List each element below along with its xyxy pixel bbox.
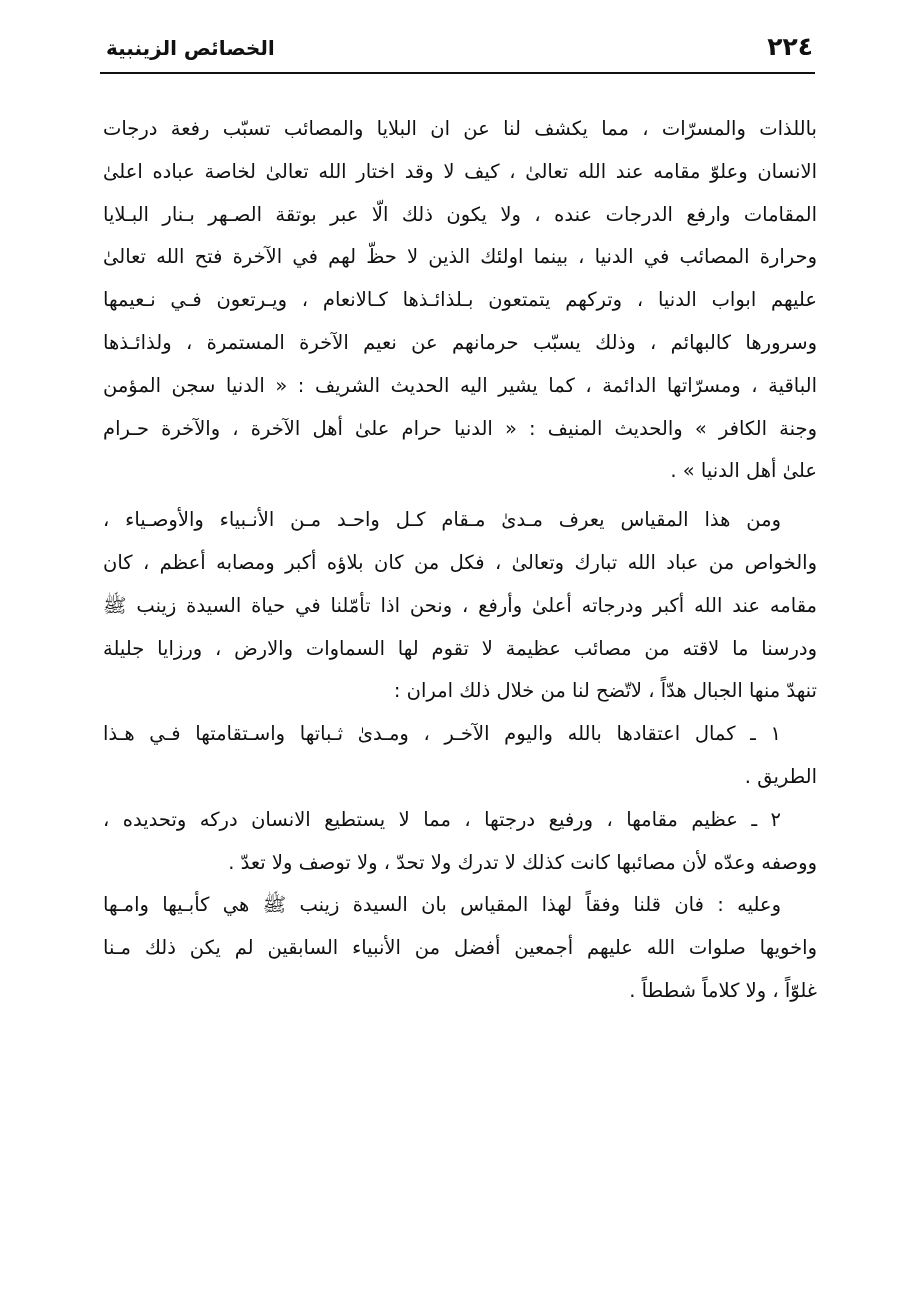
paragraph-4: [103, 799, 817, 885]
text-line: المقامات وارفع الدرجات عنده ، ولا يكون ذلك الّا عبر بوتقة الصـهر بـنار البـلايا: [103, 202, 817, 226]
text-line: وحرارة المصائب في الدنيا ، بينما اولئك الذين لا حظّ لهم في الآخرة فتح الله تعالىٰ: [103, 245, 817, 269]
paragraph-3: [103, 713, 817, 799]
text-line: ١ ـ كمال اعتقادها بالله واليوم الآخـر ، ومـدىٰ ثـباتها واسـتقامتها فـي هـذا: [103, 722, 781, 746]
text-line: والخواص من عباد الله تبارك وتعالىٰ ، فكل من كان بلاؤه أكبر ومصابه أعظم ، كان: [103, 550, 817, 574]
text-line: علىٰ أهل الدنيا » .: [670, 459, 817, 483]
paragraph-2: [103, 499, 817, 713]
header-divider: [100, 72, 815, 74]
page-number: ٢٢٤: [767, 32, 813, 61]
text-line: مقامه عند الله أكبر ودرجاته أعلىٰ وأرفع ، ونحن اذا تأمّلنا في حياة السيدة زينب ﷺ: [103, 593, 817, 617]
text-line: تنهدّ منها الجبال هدّاً ، لاتّضح لنا من خلال ذلك امران :: [393, 679, 817, 703]
text-line: واخويها صلوات الله عليهم أجمعين أفضل من الأنبياء السابقين لم يكن ذلك مـنا: [103, 936, 817, 960]
text-line: غلوّاً ، ولا كلاماً شططاً .: [629, 978, 817, 1002]
page-header: [100, 30, 815, 74]
text-line: ووصفه وعدّه لأن مصائبها كانت كذلك لا تدرك ولا تحدّ ، ولا توصف ولا تعدّ .: [228, 850, 817, 874]
text-line: وجنة الكافر » والحديث المنيف : « الدنيا حرام علىٰ أهل الآخرة ، والآخرة حـرام: [103, 416, 817, 440]
text-line: وسرورها كالبهائم ، وذلك يسبّب حرمانهم عن نعيم الآخرة المستمرة ، ولذائـذها: [103, 330, 817, 354]
text-line: باللذات والمسرّات ، مما يكشف لنا عن ان البلايا والمصائب تسبّب رفعة درجات: [103, 117, 817, 140]
paragraph-1: [103, 108, 817, 493]
text-line: الطريق .: [744, 764, 817, 788]
body-text: [103, 108, 817, 1013]
text-line: وعليه : فان قلنا وفقاً لهذا المقياس بان السيدة زينب ﷺ هي كأبـيها وامـها: [103, 893, 781, 917]
text-line: ودرسنا ما لاقته من مصائب عظيمة لا تقوم لها السماوات والارض ، ورزايا جليلة: [103, 636, 817, 660]
text-line: الباقية ، ومسرّاتها الدائمة ، كما يشير اليه الحديث الشريف : « الدنيا سجن المؤمن: [103, 373, 817, 397]
text-line: ومن هذا المقياس يعرف مـدىٰ مـقام كـل واحـد مـن الأنـبياء والأوصـياء ،: [103, 508, 781, 532]
running-title: الخصائص الزينبية: [106, 36, 275, 60]
paragraph-5: [103, 884, 817, 1012]
text-line: عليهم ابواب الدنيا ، وتركهم يتمتعون بـلذائـذها كـالانعام ، ويـرتعون فـي نـعيمها: [103, 288, 817, 312]
text-line: الانسان وعلوّ مقامه عند الله تعالىٰ ، كيف لا وقد اختار الله تعالىٰ لخاصة عباده اعلىٰ: [103, 159, 817, 183]
text-line: ٢ ـ عظيم مقامها ، ورفيع درجتها ، مما لا يستطيع الانسان دركه وتحديده ،: [103, 807, 781, 831]
